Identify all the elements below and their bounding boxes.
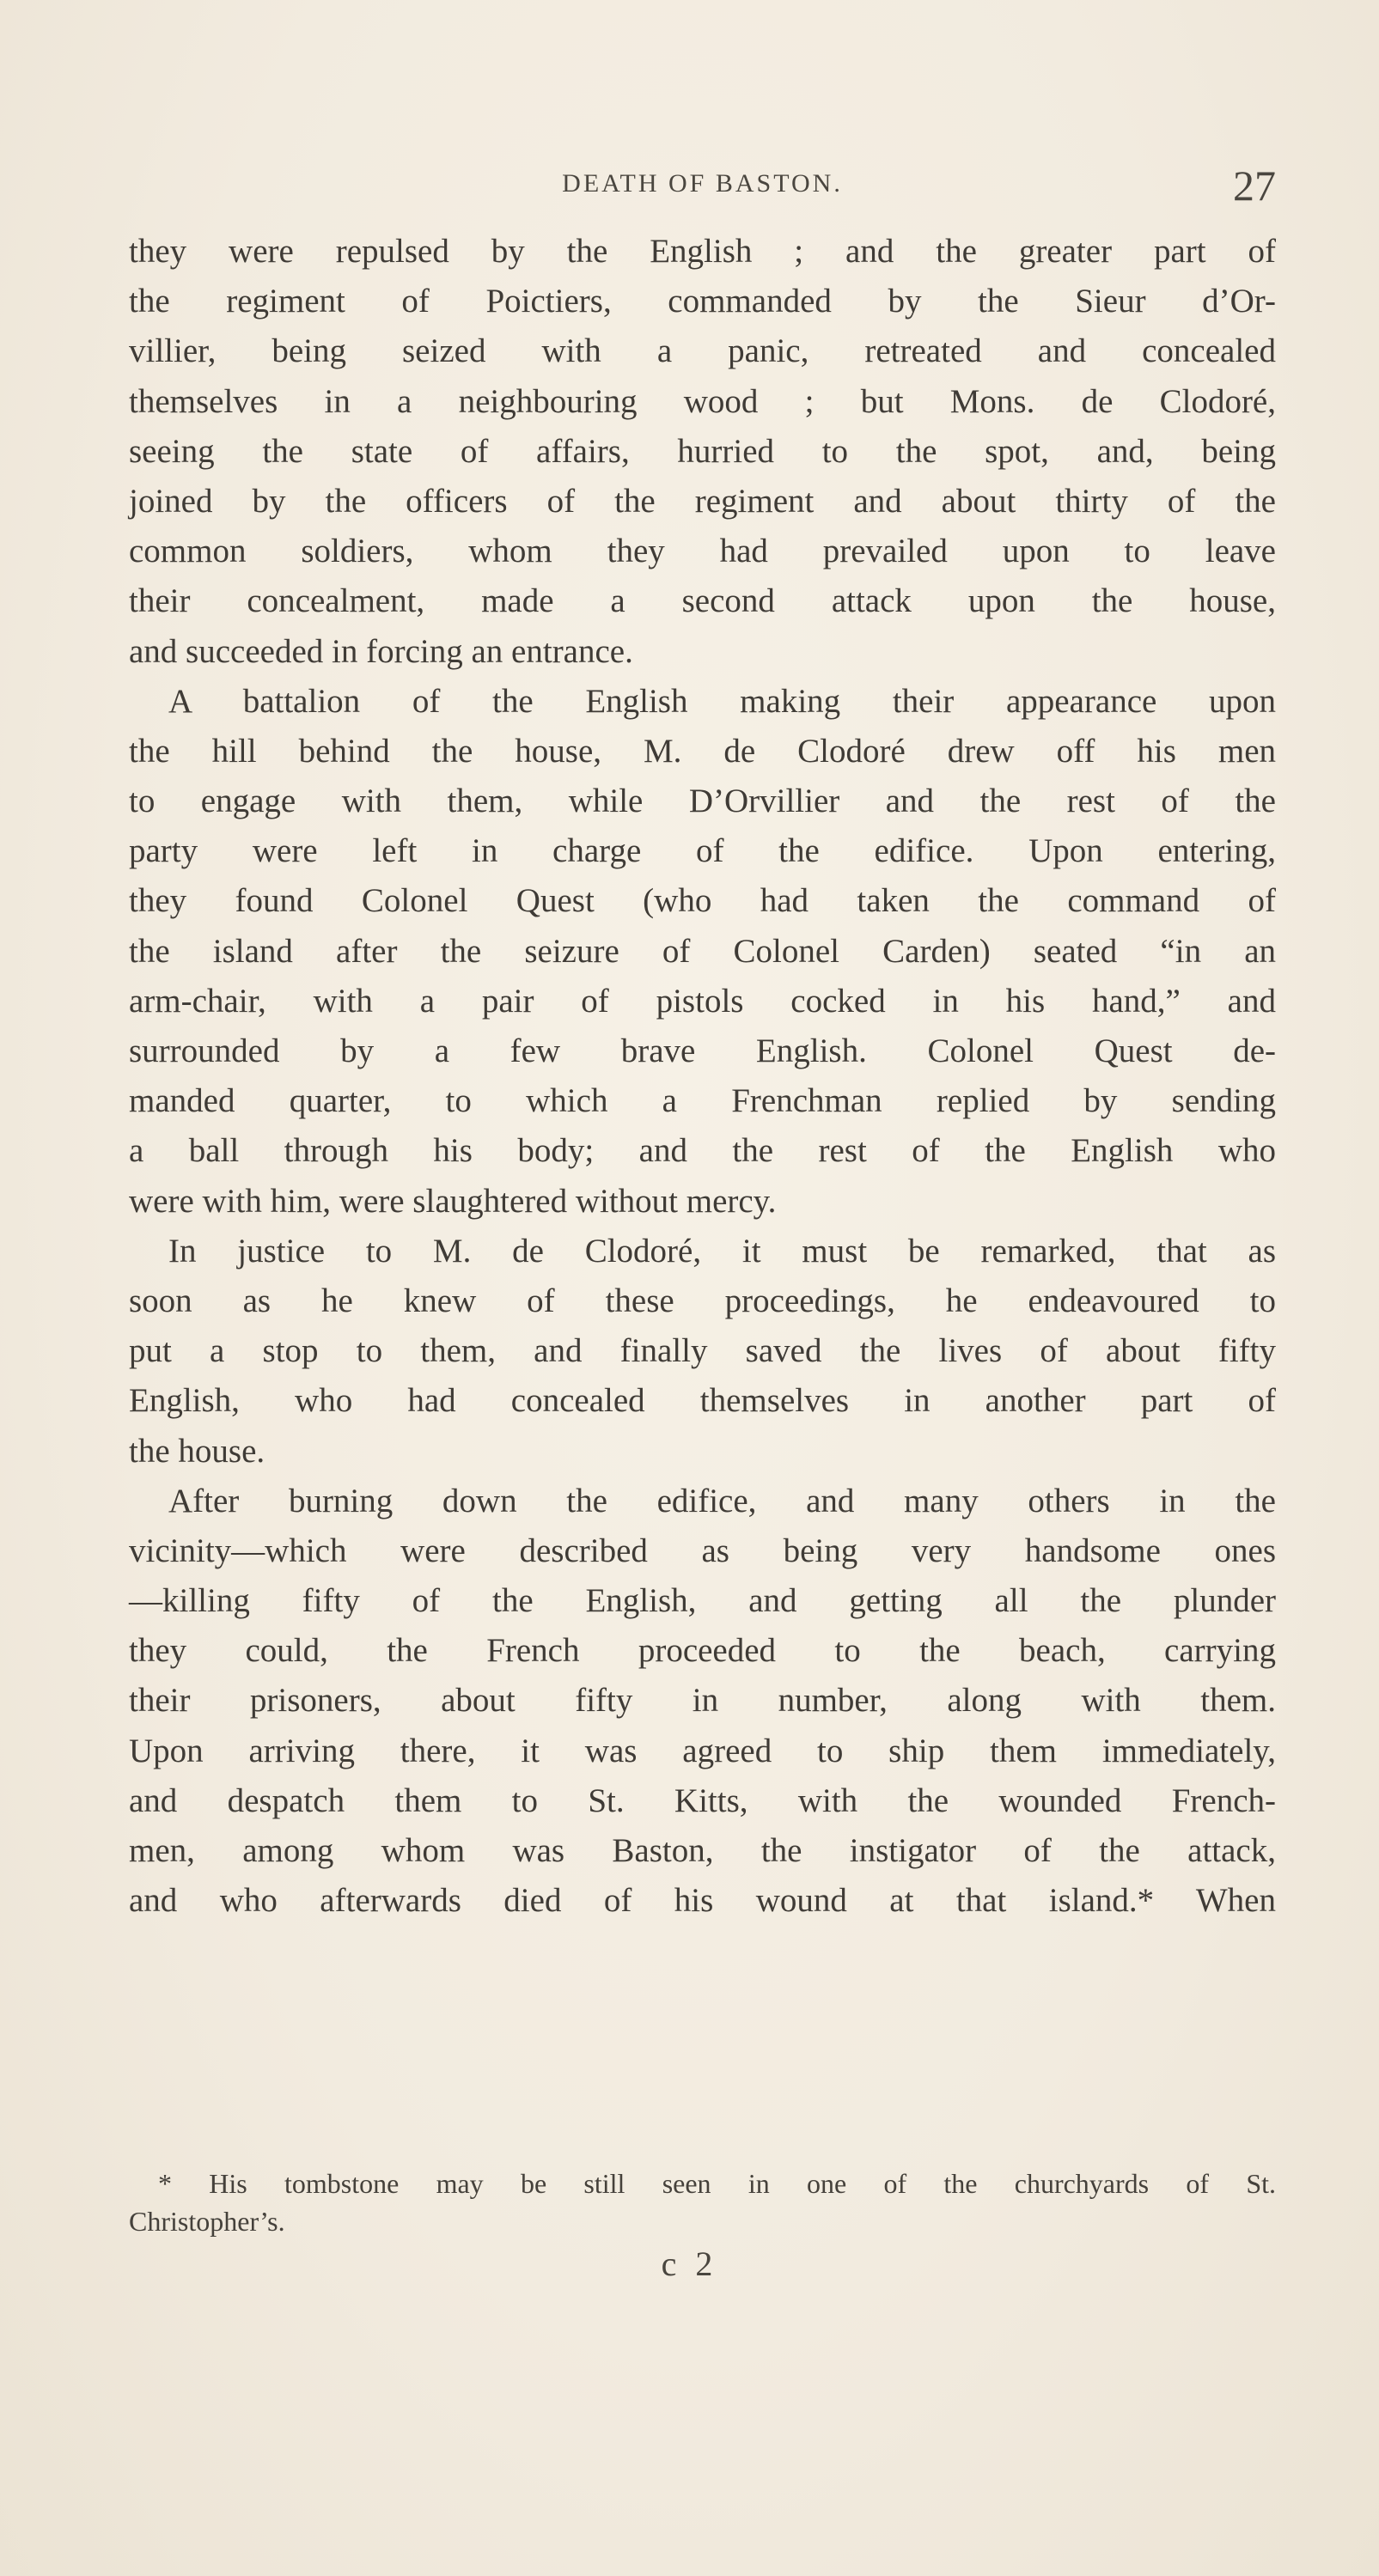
footnote-line: Christopher’s. xyxy=(129,2206,285,2237)
text-line: men, among whom was Baston, the instigator of the attack, xyxy=(129,1832,1276,1869)
text-line: manded quarter, to which a Frenchman replied by sending xyxy=(129,1082,1276,1120)
text-line: the regiment of Poictiers, commanded by the Sieur d’Or- xyxy=(129,283,1276,320)
text-line: the house. xyxy=(129,1432,265,1470)
text-line: to engage with them, while D’Orvillier and the rest of the xyxy=(129,783,1276,820)
text-line: Upon arriving there, it was agreed to ship them immediately, xyxy=(129,1732,1276,1769)
text-line: soon as he knew of these proceedings, he endeavoured to xyxy=(129,1282,1276,1319)
footnote xyxy=(129,2165,1276,2240)
text-line: they found Colonel Quest (who had taken the command of xyxy=(129,882,1276,920)
text-line: their prisoners, about fifty in number, along with them. xyxy=(129,1682,1276,1720)
text-line: vicinity—which were described as being very handsome ones xyxy=(129,1532,1276,1569)
running-title: DEATH OF BASTON. xyxy=(562,169,843,198)
text-line: and who afterwards died of his wound at that island.* When xyxy=(129,1882,1276,1920)
text-line: they were repulsed by the English ; and the greater part of xyxy=(129,233,1276,270)
text-line: common soldiers, whom they had prevailed upon to leave xyxy=(129,533,1276,570)
text-line: —killing fifty of the English, and getting all the plunder xyxy=(129,1582,1276,1620)
paragraph-start-line: In justice to M. de Clodoré, it must be remarked, that as xyxy=(168,1232,1276,1270)
paragraph-start-line: A battalion of the English making their appearance upon xyxy=(168,682,1276,720)
text-line: arm-chair, with a pair of pistols cocked in his hand,” and xyxy=(129,982,1276,1020)
text-line: were with him, were slaughtered without mercy. xyxy=(129,1182,777,1220)
text-line: they could, the French proceeded to the beach, carrying xyxy=(129,1632,1276,1670)
text-line: and despatch them to St. Kitts, with the wounded French- xyxy=(129,1781,1276,1819)
text-line: themselves in a neighbouring wood ; but Mons. de Clodoré, xyxy=(129,382,1276,420)
signature-mark: c 2 xyxy=(661,2244,718,2283)
text-line: their concealment, made a second attack upon the house, xyxy=(129,582,1276,620)
text-line: seeing the state of affairs, hurried to the spot, and, being xyxy=(129,432,1276,470)
text-line: put a stop to them, and finally saved the lives of about fifty xyxy=(129,1332,1276,1370)
footnote-line: * His tombstone may be still seen in one of the churchyards of St. xyxy=(158,2168,1276,2199)
text-line: joined by the officers of the regiment and about thirty of the xyxy=(129,482,1276,520)
text-line: a ball through his body; and the rest of the English who xyxy=(129,1132,1276,1170)
text-line: villier, being seized with a panic, retreated and concealed xyxy=(129,332,1276,370)
text-line: and succeeded in forcing an entrance. xyxy=(129,632,633,670)
page-header xyxy=(129,161,1276,219)
text-line: the island after the seizure of Colonel Carden) seated “in an xyxy=(129,932,1276,970)
page-number: 27 xyxy=(1233,161,1276,210)
text-line: the hill behind the house, M. de Clodoré drew off his men xyxy=(129,732,1276,770)
text-line: party were left in charge of the edifice. Upon entering, xyxy=(129,832,1276,870)
text-line: surrounded by a few brave English. Colonel Quest de- xyxy=(129,1032,1276,1069)
paragraph-start-line: After burning down the edifice, and many others in the xyxy=(168,1482,1276,1519)
body-text xyxy=(129,227,1276,1926)
text-line: English, who had concealed themselves in another part of xyxy=(129,1382,1276,1420)
